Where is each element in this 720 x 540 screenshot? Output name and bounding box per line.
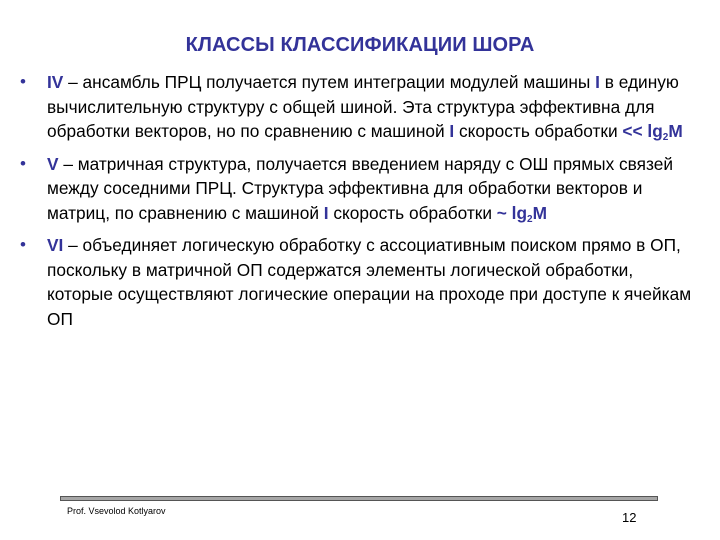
speed-suffix: M [668,121,683,141]
bullet-text: скорость обработки [328,202,497,223]
bullet-dot-icon: • [20,235,26,254]
bullet-text: скорость обработки [454,121,623,141]
bullet-item-v [20,152,700,226]
bullet-text: – ансамбль ПРЦ получается путем интеграции модулей машины [63,72,596,92]
speed-subscript: 2 [662,132,669,143]
class-label: VI [47,235,64,255]
speed-prefix: << lg [622,121,663,141]
bullet-item-iv [20,70,700,144]
class-label: V [47,153,59,174]
machine-ref: I [323,202,329,223]
bullet-dot-icon: • [20,72,26,91]
bullet-item-vi [20,233,700,331]
footer-divider [60,496,658,501]
speed-subscript: 2 [527,213,533,225]
page-number: 12 [622,510,637,525]
machine-ref: I [595,72,600,92]
bullet-list [20,70,700,339]
bullet-text: – матричная структура, получается введением наряду с ОШ прямых связей между соседними ПРЦ. Структура эффективна для обработки векторов и матриц, по сравнению с машиной [47,153,674,223]
bullet-text: в единую вычислительную структуру с общей шиной. Эта структура эффективна для обработки векторов, но по сравнению с машиной [47,72,679,141]
slide-title: КЛАССЫ КЛАССИФИКАЦИИ ШОРА [185,34,535,56]
class-label: IV [47,72,64,92]
bullet-text: – объединяет логическую обработку с ассоциативным поиском прямо в ОП, поскольку в матричной ОП содержатся элементы логической обработки, которые осуществляют логические операции на проходе при доступе к ячейкам ОП [47,235,692,329]
bullet-dot-icon: • [20,153,26,173]
footer-author: Prof. Vsevolod Kotlyarov [67,506,166,516]
machine-ref: I [449,121,455,141]
speed-formula [497,203,547,223]
speed-suffix: M [532,202,548,223]
speed-prefix: ~ lg [496,202,528,223]
speed-formula [622,121,682,141]
